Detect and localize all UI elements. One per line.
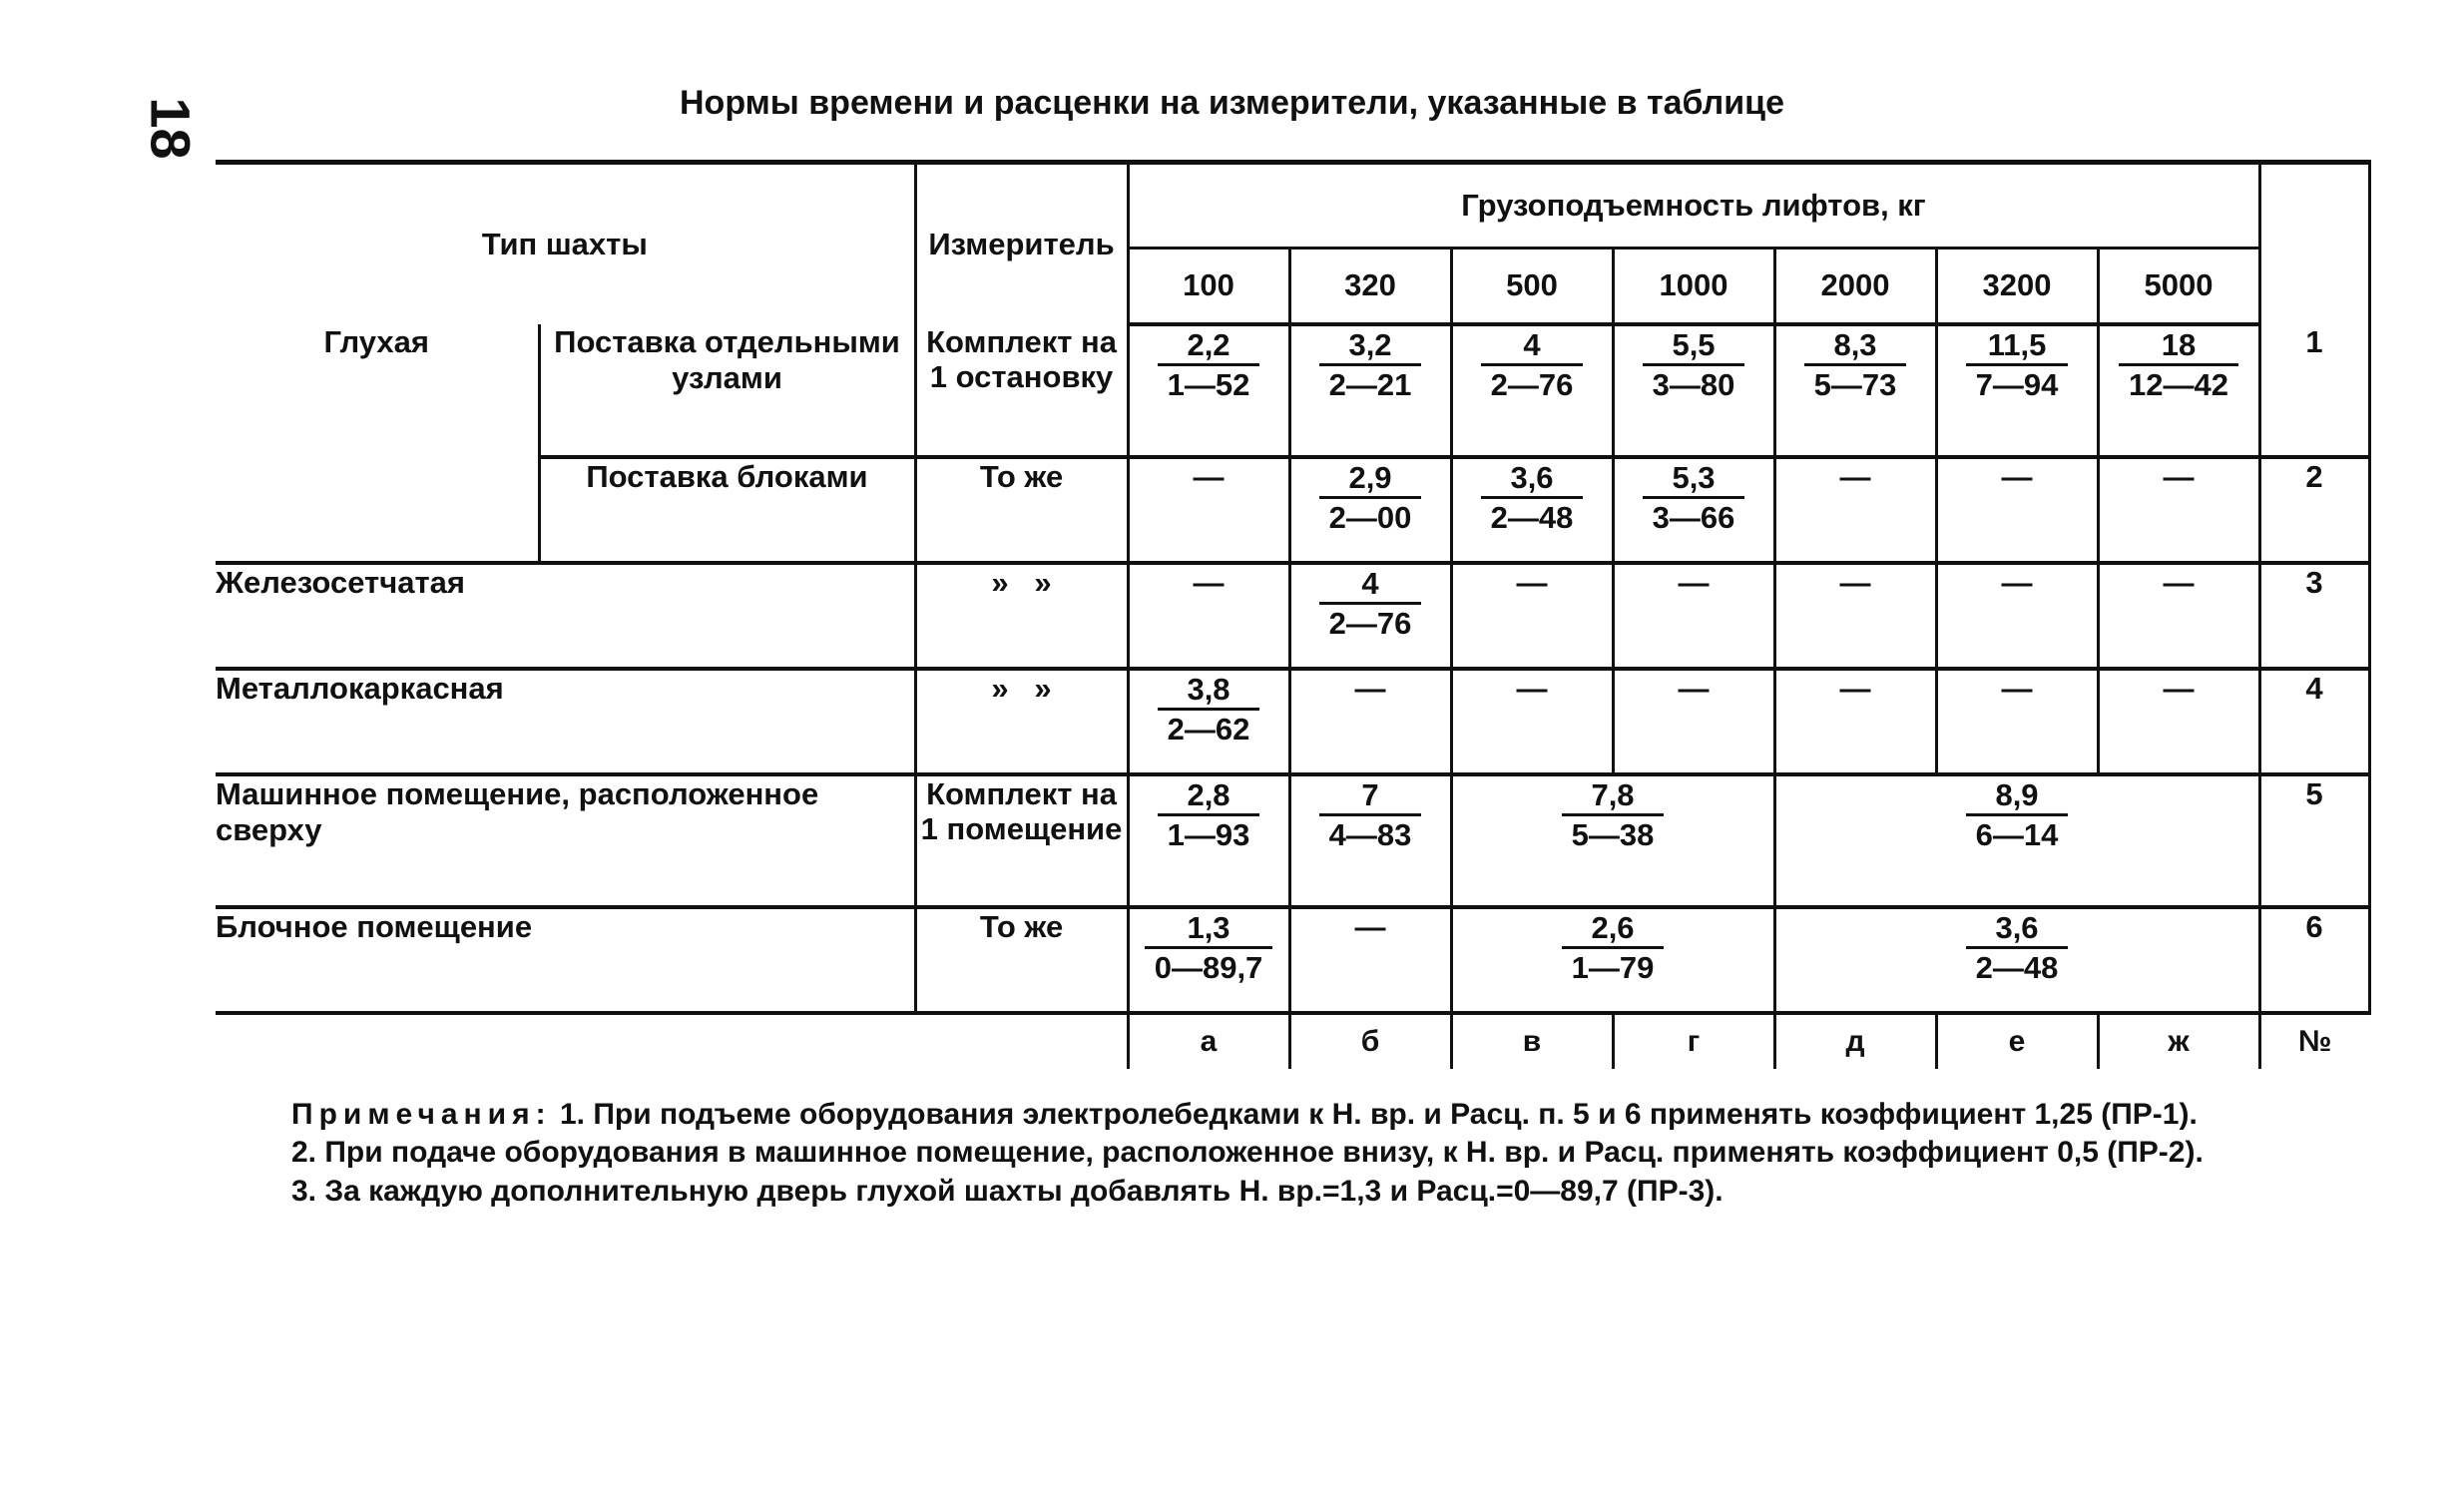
- value-cell: [1128, 669, 1289, 774]
- row-number: 5: [2259, 774, 2369, 907]
- capacity-500: 500: [1451, 249, 1613, 324]
- value-cell: [1936, 324, 2098, 457]
- unit-cell: Комплект на 1 остановку: [915, 324, 1128, 457]
- price-value: 5—73: [1813, 366, 1897, 402]
- dash-cell: —: [1451, 563, 1613, 669]
- column-letter: д: [1774, 1013, 1936, 1069]
- price-value: 3—66: [1652, 499, 1735, 535]
- price-value: 1—79: [1571, 949, 1655, 985]
- table-row: [216, 563, 2369, 669]
- capacity-100: 100: [1128, 249, 1289, 324]
- norm-value: 1,3: [1145, 909, 1273, 949]
- dash-cell: —: [1936, 563, 2098, 669]
- value-cell: [1289, 774, 1451, 907]
- value-cell: [1451, 907, 1774, 1013]
- dash-cell: —: [1128, 563, 1289, 669]
- shaft-subtype-cell: Поставка отдельными узлами: [539, 324, 915, 457]
- dash-cell: —: [2098, 669, 2259, 774]
- table-row: [216, 669, 2369, 774]
- column-letter: б: [1289, 1013, 1451, 1069]
- notes: [291, 1096, 2387, 1211]
- dash-cell: —: [1128, 457, 1289, 563]
- capacity-1000: 1000: [1613, 249, 1774, 324]
- value-cell: [1289, 324, 1451, 457]
- norm-value: 2,6: [1562, 909, 1665, 949]
- note-1-text: 1. При подъеме оборудования электролебедками к Н. вр. и Расц. п. 5 и 6 применять коэффициент 1,25 (ПР-1).: [559, 1098, 2198, 1131]
- norm-value: 4: [1481, 326, 1584, 366]
- unit-cell: » »: [915, 563, 1128, 669]
- value-cell: [1128, 907, 1289, 1013]
- norms-table: [216, 160, 2371, 1069]
- value-cell: [1613, 324, 1774, 457]
- price-value: 4—83: [1328, 816, 1412, 852]
- value-cell: [1613, 457, 1774, 563]
- shaft-type-cell: Машинное помещение, расположенное сверху: [216, 774, 915, 907]
- price-value: 7—94: [1975, 366, 2059, 402]
- price-value: 1—52: [1167, 366, 1250, 402]
- value-cell: [1451, 324, 1613, 457]
- page-number: 18: [139, 97, 203, 160]
- row-number: 2: [2259, 457, 2369, 563]
- price-value: 1—93: [1167, 816, 1250, 852]
- norm-value: 2,9: [1319, 459, 1422, 499]
- norm-value: 2,8: [1158, 776, 1260, 816]
- value-cell: [1128, 774, 1289, 907]
- price-value: 2—21: [1328, 366, 1412, 402]
- table-title: Нормы времени и расценки на измерители, указанные в таблице: [680, 84, 1784, 122]
- value-cell: [1774, 907, 2259, 1013]
- column-letters-row: [216, 1013, 2369, 1069]
- value-cell: [2098, 324, 2259, 457]
- price-value: 6—14: [1975, 816, 2059, 852]
- norm-value: 3,8: [1158, 671, 1260, 711]
- capacity-3200: 3200: [1936, 249, 2098, 324]
- price-value: 3—80: [1652, 366, 1735, 402]
- price-value: 2—76: [1328, 605, 1412, 641]
- price-value: 0—89,7: [1154, 949, 1263, 985]
- norm-value: 3,6: [1481, 459, 1584, 499]
- norm-value: 7,8: [1562, 776, 1665, 816]
- column-letter: ж: [2098, 1013, 2259, 1069]
- dash-cell: —: [1774, 669, 1936, 774]
- note-1: [291, 1096, 2387, 1134]
- price-value: 2—48: [1490, 499, 1574, 535]
- dash-cell: —: [1774, 563, 1936, 669]
- unit-cell: То же: [915, 457, 1128, 563]
- header-shaft-type: Тип шахты: [216, 163, 915, 324]
- price-value: 12—42: [2129, 366, 2228, 402]
- norm-value: 3,2: [1319, 326, 1422, 366]
- shaft-type-cell: Железосетчатая: [216, 563, 915, 669]
- price-value: 2—48: [1975, 949, 2059, 985]
- shaft-type-cell: Глухая: [216, 324, 539, 563]
- norm-value: 8,9: [1966, 776, 2069, 816]
- header-number-blank: [2259, 163, 2369, 324]
- value-cell: [1451, 457, 1613, 563]
- dash-cell: —: [1936, 669, 2098, 774]
- table-row: [216, 907, 2369, 1013]
- row-number: 6: [2259, 907, 2369, 1013]
- column-letter: №: [2259, 1013, 2369, 1069]
- norm-value: 7: [1319, 776, 1422, 816]
- capacity-2000: 2000: [1774, 249, 1936, 324]
- norm-value: 11,5: [1966, 326, 2069, 366]
- notes-label: Примечания:: [291, 1098, 552, 1131]
- value-cell: [1451, 774, 1774, 907]
- norm-value: 5,3: [1643, 459, 1745, 499]
- norm-value: 4: [1319, 565, 1422, 605]
- norm-value: 8,3: [1804, 326, 1907, 366]
- value-cell: [1128, 324, 1289, 457]
- column-letter: а: [1128, 1013, 1289, 1069]
- dash-cell: —: [1936, 457, 2098, 563]
- price-value: 5—38: [1571, 816, 1655, 852]
- norm-value: 3,6: [1966, 909, 2069, 949]
- value-cell: [1774, 324, 1936, 457]
- dash-cell: —: [1613, 563, 1774, 669]
- dash-cell: —: [1613, 669, 1774, 774]
- column-letter: е: [1936, 1013, 2098, 1069]
- price-value: 2—62: [1167, 711, 1250, 747]
- value-cell: [1774, 774, 2259, 907]
- price-value: 2—00: [1328, 499, 1412, 535]
- price-value: 2—76: [1490, 366, 1574, 402]
- dash-cell: —: [1774, 457, 1936, 563]
- row-number: 4: [2259, 669, 2369, 774]
- row-number: 3: [2259, 563, 2369, 669]
- unit-cell: » »: [915, 669, 1128, 774]
- dash-cell: —: [1289, 907, 1451, 1013]
- value-cell: [1289, 457, 1451, 563]
- capacity-5000: 5000: [2098, 249, 2259, 324]
- note-2: 2. При подаче оборудования в машинное помещение, расположенное внизу, к Н. вр. и Расц. применять коэффициент 0,5 (ПР-2).: [291, 1136, 2204, 1170]
- table-row: [216, 324, 2369, 457]
- table-row: [216, 774, 2369, 907]
- header-unit: Измеритель: [915, 163, 1128, 324]
- row-number: 1: [2259, 324, 2369, 457]
- column-letter: в: [1451, 1013, 1613, 1069]
- value-cell: [1289, 563, 1451, 669]
- shaft-subtype-cell: Поставка блоками: [539, 457, 915, 563]
- shaft-type-cell: Блочное помещение: [216, 907, 915, 1013]
- shaft-type-cell: Металлокаркасная: [216, 669, 915, 774]
- dash-cell: —: [1289, 669, 1451, 774]
- dash-cell: —: [2098, 563, 2259, 669]
- column-letter: г: [1613, 1013, 1774, 1069]
- letters-blank: [216, 1013, 1128, 1069]
- header-capacity: Грузоподъемность лифтов, кг: [1128, 163, 2259, 249]
- norm-value: 18: [2119, 326, 2238, 366]
- norm-value: 2,2: [1158, 326, 1260, 366]
- unit-cell: То же: [915, 907, 1128, 1013]
- norm-value: 5,5: [1643, 326, 1745, 366]
- dash-cell: —: [1451, 669, 1613, 774]
- unit-cell: Комплект на 1 помещение: [915, 774, 1128, 907]
- dash-cell: —: [2098, 457, 2259, 563]
- capacity-320: 320: [1289, 249, 1451, 324]
- table-row: [216, 457, 2369, 563]
- note-3: 3. За каждую дополнительную дверь глухой шахты добавлять Н. вр.=1,3 и Расц.=0—89,7 (ПР-3).: [291, 1174, 1724, 1208]
